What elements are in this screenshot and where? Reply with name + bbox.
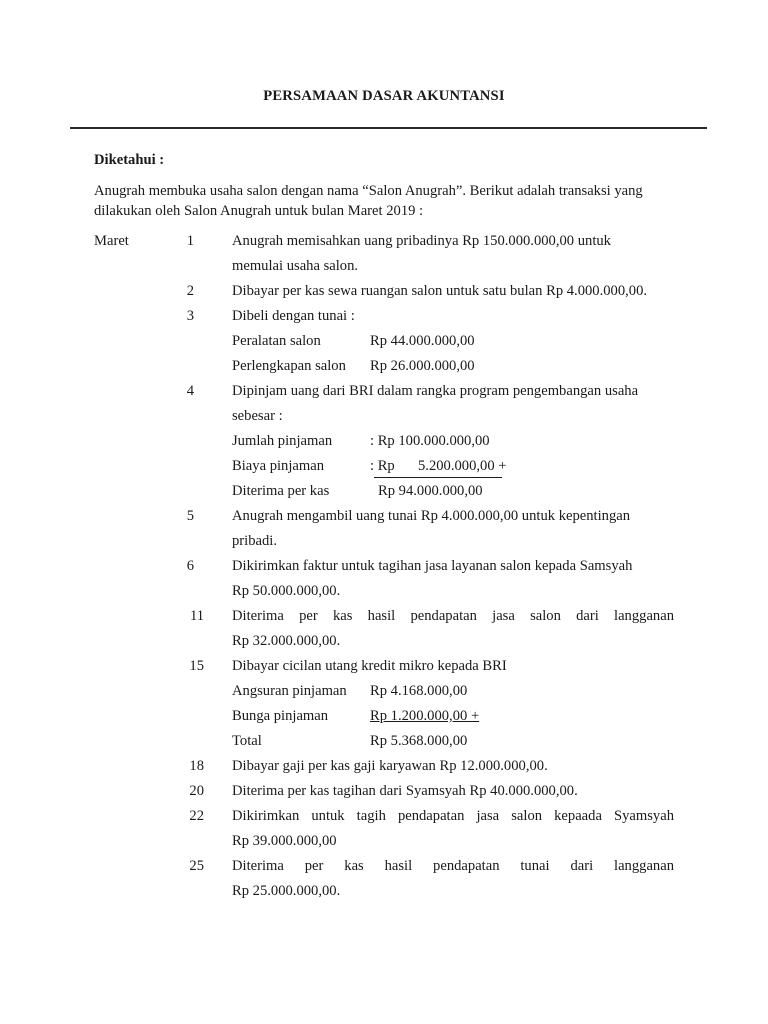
item-amount: Rp 26.000.000,00 [370,358,475,374]
transaction-text: pribadi. [232,533,277,549]
transaction-number: 22 [189,808,204,824]
installment-value: Rp 4.168.000,00 [370,683,468,699]
transaction-text: Dipinjam uang dari BRI dalam rangka program pengembangan usaha [232,383,639,399]
transaction-text: Dikirimkan faktur untuk tagihan jasa layanan salon kepada Samsyah [232,558,633,574]
transaction-number: 25 [189,858,204,874]
transaction-text: Rp 25.000.000,00. [232,883,341,899]
transaction-text: Rp 50.000.000,00. [232,583,341,599]
loan-received-value: Rp 94.000.000,00 [378,483,483,499]
transaction-number: 15 [189,658,204,674]
transaction-text: Diterima per kas hasil pendapatan tunai dari langganan [232,858,674,874]
transaction-text: Rp 39.000.000,00 [232,833,337,849]
interest-label: Bunga pinjaman [232,708,329,724]
total-label: Total [232,733,262,749]
loan-amount-label: Jumlah pinjaman [232,433,333,449]
interest-value: Rp 1.200.000,00 + [370,708,480,724]
transaction-text: Dibayar per kas sewa ruangan salon untuk satu bulan Rp 4.000.000,00. [232,283,648,299]
transaction-text: Dibeli dengan tunai : [232,308,355,324]
installment-label: Angsuran pinjaman [232,683,347,699]
transaction-number: 3 [186,308,194,324]
transaction-number: 6 [186,558,194,574]
transaction-number: 18 [189,758,204,774]
transaction-number: 11 [189,608,204,624]
transaction-text: Rp 32.000.000,00. [232,633,341,649]
transaction-text: Dibayar cicilan utang kredit mikro kepada BRI [232,658,507,674]
total-value: Rp 5.368.000,00 [370,733,468,749]
sum-line [374,477,502,478]
item-label: Perlengkapan salon [232,358,346,374]
loan-fee-value: 5.200.000,00 + [418,458,507,474]
transaction-text: Diterima per kas hasil pendapatan jasa salon dari langganan [232,608,674,624]
transaction-number: 5 [186,508,194,524]
month-label: Maret [94,233,129,249]
loan-fee-label: Biaya pinjaman [232,458,324,474]
transaction-text: Dikirimkan untuk tagih pendapatan jasa salon kepaada Syamsyah [232,808,674,824]
transaction-number: 2 [186,283,194,299]
transaction-text: Anugrah memisahkan uang pribadinya Rp 150.000.000,00 untuk [232,233,611,249]
transaction-text: Anugrah mengambil uang tunai Rp 4.000.000,00 untuk kepentingan [232,508,631,524]
transaction-number: 4 [186,383,194,399]
loan-received-label: Diterima per kas [232,483,330,499]
transaction-text: memulai usaha salon. [232,258,359,274]
title-divider [70,127,707,129]
item-label: Peralatan salon [232,333,321,349]
subheading: Diketahui : [94,152,165,168]
loan-fee-colon: : Rp [370,458,395,474]
document-title: PERSAMAAN DASAR AKUNTANSI [263,88,505,104]
transaction-text: sebesar : [232,408,283,424]
loan-amount-value: : Rp 100.000.000,00 [370,433,490,449]
item-amount: Rp 44.000.000,00 [370,333,475,349]
transaction-number: 20 [189,783,204,799]
intro-paragraph: Anugrah membuka usaha salon dengan nama “Salon Anugrah”. Berikut adalah transaksi yang dilakukan oleh Salon Anugrah untuk bulan Maret 2019 : [94,183,643,219]
transaction-number: 1 [186,233,194,249]
transaction-text: Diterima per kas tagihan dari Syamsyah Rp 40.000.000,00. [232,783,578,799]
transaction-text: Dibayar gaji per kas gaji karyawan Rp 12.000.000,00. [232,758,548,774]
